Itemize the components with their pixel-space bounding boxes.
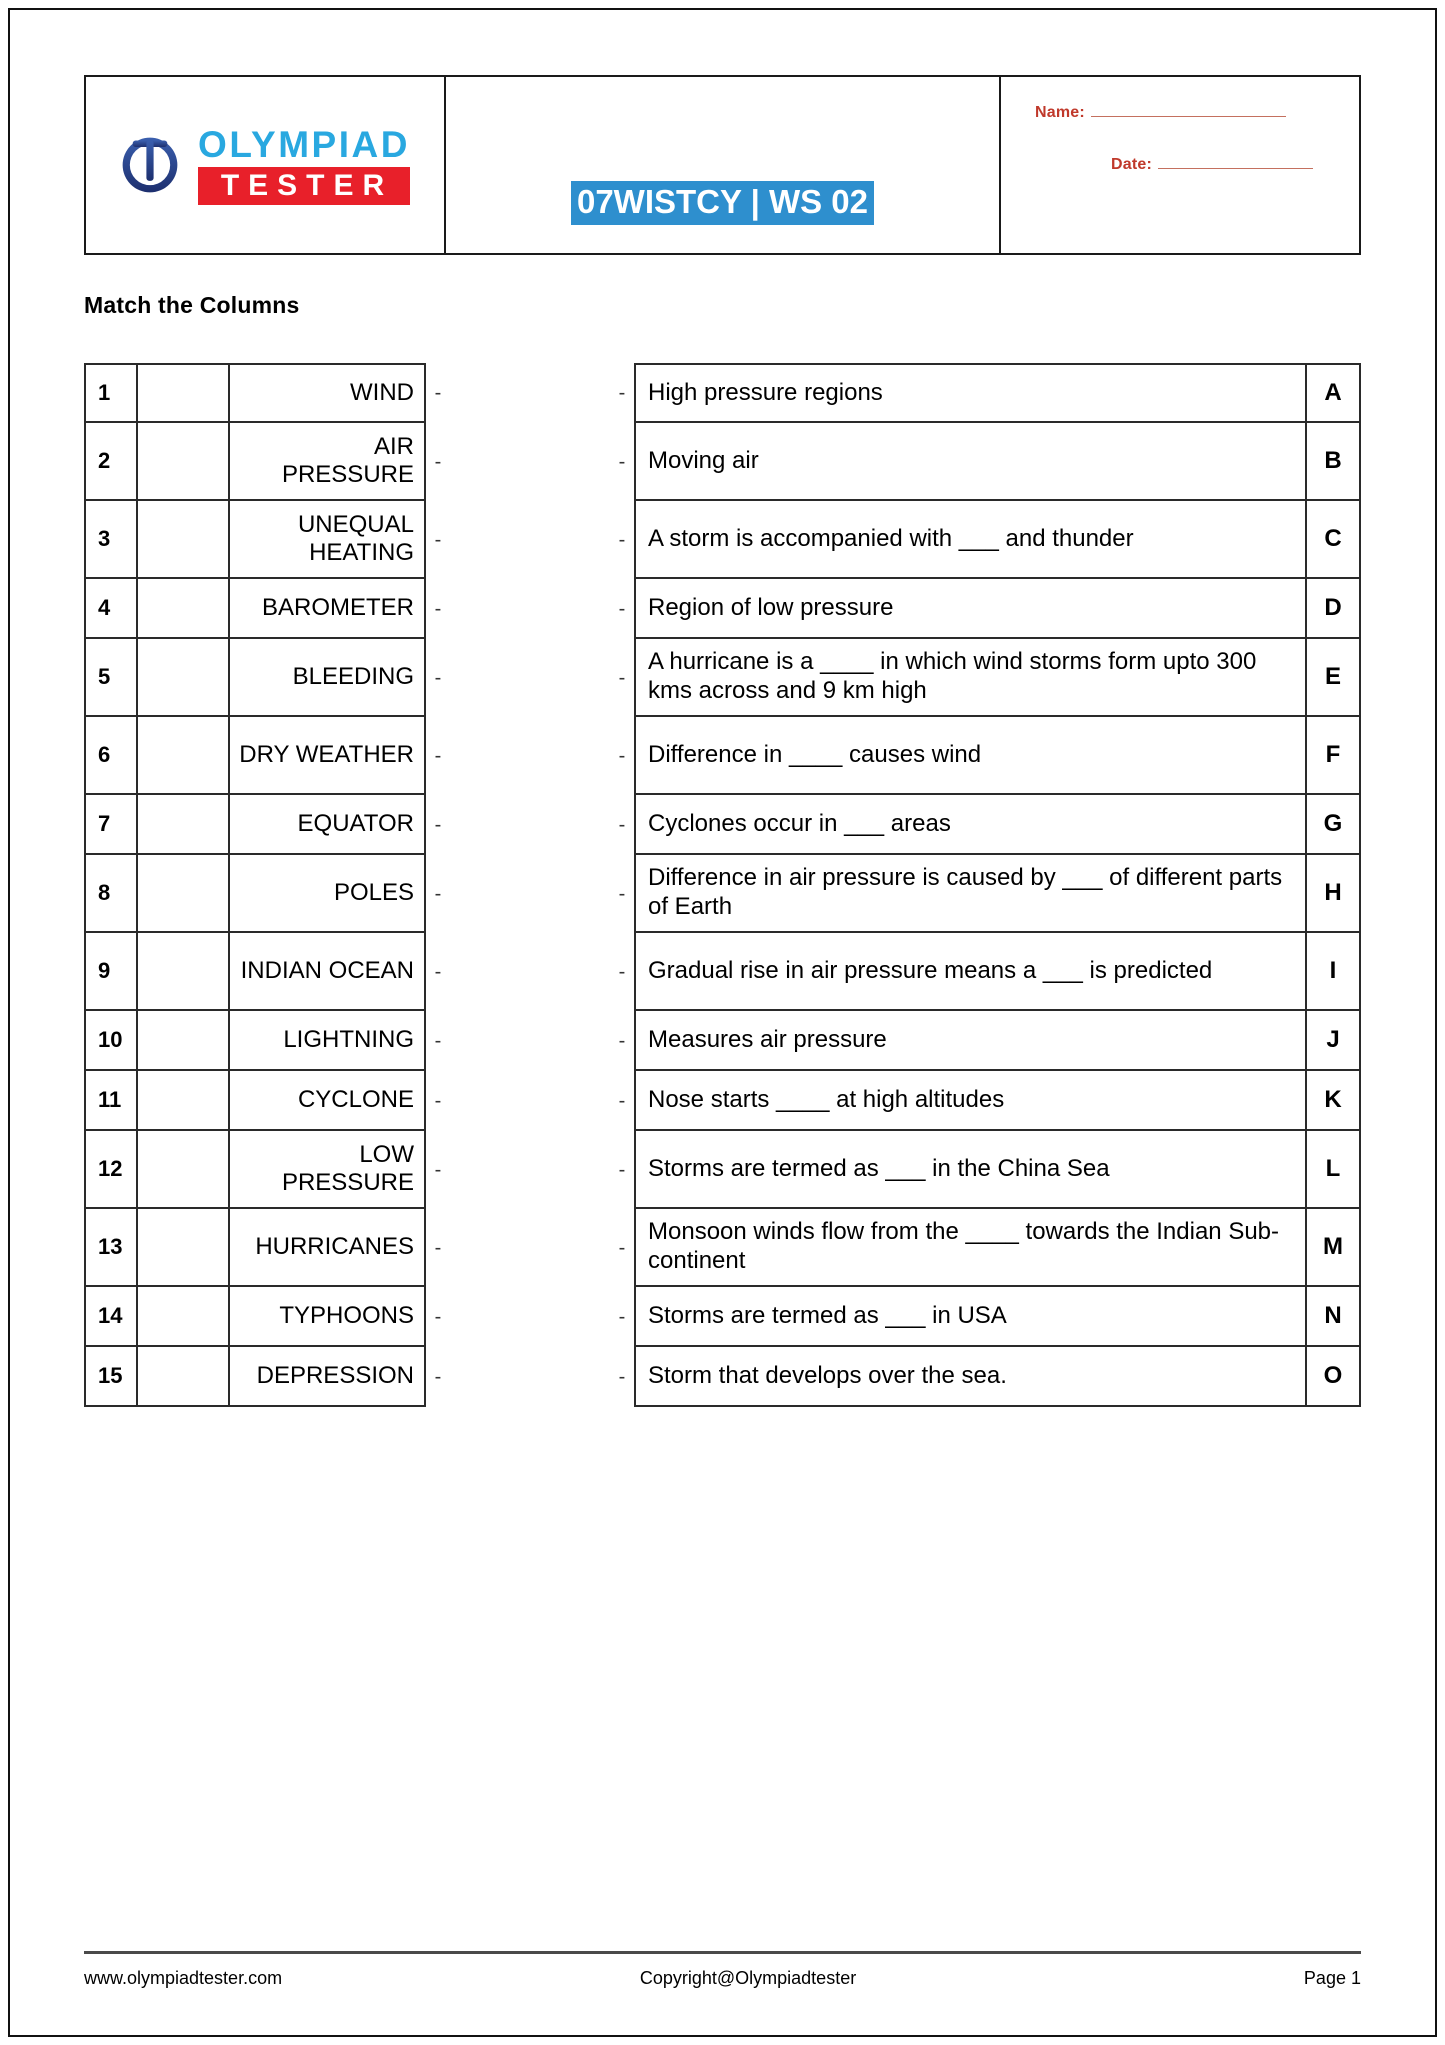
description-cell: Difference in air pressure is caused by ___ of different parts of Earth bbox=[636, 855, 1307, 931]
match-row bbox=[84, 579, 1361, 639]
right-dash: - bbox=[618, 528, 626, 551]
right-table-row bbox=[634, 855, 1361, 933]
logo-primary-text: OLYMPIAD bbox=[198, 123, 410, 165]
left-dash: - bbox=[434, 960, 442, 983]
answer-blank-cell[interactable] bbox=[138, 1347, 230, 1405]
option-letter: A bbox=[1324, 379, 1342, 406]
term-cell: CYCLONE bbox=[297, 1085, 414, 1113]
right-dash: - bbox=[618, 1236, 626, 1259]
right-dash: - bbox=[618, 1158, 626, 1181]
right-column-row bbox=[610, 1347, 1361, 1407]
left-table-row bbox=[84, 1287, 426, 1347]
logo-wordmark bbox=[198, 123, 410, 205]
answer-blank-cell[interactable] bbox=[138, 579, 230, 637]
term-cell: BLEEDING bbox=[292, 662, 414, 690]
left-dash: - bbox=[434, 528, 442, 551]
column-gap bbox=[450, 855, 610, 933]
option-letter: B bbox=[1324, 447, 1342, 474]
description-cell: High pressure regions bbox=[636, 365, 1307, 421]
header-namedate-cell bbox=[1001, 77, 1359, 253]
left-column-row bbox=[84, 501, 450, 579]
left-column-row bbox=[84, 933, 450, 1011]
option-letter: F bbox=[1325, 741, 1341, 768]
option-letter: N bbox=[1324, 1302, 1342, 1329]
left-dash: - bbox=[434, 1305, 442, 1328]
right-dash: - bbox=[618, 1029, 626, 1052]
column-gap bbox=[450, 795, 610, 855]
option-letter: C bbox=[1324, 525, 1342, 552]
column-gap bbox=[450, 1131, 610, 1209]
worksheet-code: 07WISTCY | WS 02 bbox=[571, 181, 874, 225]
description-cell: Gradual rise in air pressure means a ___ is predicted bbox=[636, 933, 1307, 1009]
answer-blank-cell[interactable] bbox=[138, 1011, 230, 1069]
name-input-line[interactable] bbox=[1091, 103, 1286, 117]
match-row bbox=[84, 639, 1361, 717]
right-column-row bbox=[610, 501, 1361, 579]
match-row bbox=[84, 1131, 1361, 1209]
column-gap bbox=[450, 363, 610, 423]
row-number: 2 bbox=[86, 423, 138, 499]
match-row bbox=[84, 1011, 1361, 1071]
row-number: 13 bbox=[86, 1209, 138, 1285]
term-cell: TYPHOONS bbox=[279, 1301, 414, 1329]
right-column-row bbox=[610, 363, 1361, 423]
answer-blank-cell[interactable] bbox=[138, 639, 230, 715]
left-dash: - bbox=[434, 1089, 442, 1112]
right-table-row bbox=[634, 639, 1361, 717]
right-column-row bbox=[610, 1071, 1361, 1131]
right-column-row bbox=[610, 579, 1361, 639]
left-table-row bbox=[84, 423, 426, 501]
description-cell: Storm that develops over the sea. bbox=[636, 1347, 1307, 1405]
row-number: 1 bbox=[86, 365, 138, 421]
date-input-line[interactable] bbox=[1158, 155, 1313, 169]
right-dash: - bbox=[618, 1305, 626, 1328]
right-table-row bbox=[634, 1287, 1361, 1347]
term-cell: UNEQUAL HEATING bbox=[297, 510, 414, 566]
term-cell: LOW PRESSURE bbox=[281, 1140, 414, 1196]
right-column-row bbox=[610, 1011, 1361, 1071]
left-dash: - bbox=[434, 1365, 442, 1388]
description-cell: A hurricane is a ____ in which wind storms form upto 300 kms across and 9 km high bbox=[636, 639, 1307, 715]
match-row bbox=[84, 855, 1361, 933]
left-dash: - bbox=[434, 882, 442, 905]
left-table-row bbox=[84, 1347, 426, 1407]
left-table-row bbox=[84, 639, 426, 717]
answer-blank-cell[interactable] bbox=[138, 795, 230, 853]
right-table-row bbox=[634, 1011, 1361, 1071]
answer-blank-cell[interactable] bbox=[138, 1071, 230, 1129]
answer-blank-cell[interactable] bbox=[138, 855, 230, 931]
left-dash: - bbox=[434, 381, 442, 404]
header-title-cell bbox=[446, 77, 1001, 253]
right-column-row bbox=[610, 423, 1361, 501]
term-cell: EQUATOR bbox=[297, 809, 414, 837]
row-number: 6 bbox=[86, 717, 138, 793]
left-dash: - bbox=[434, 597, 442, 620]
description-cell: Measures air pressure bbox=[636, 1011, 1307, 1069]
term-cell: INDIAN OCEAN bbox=[240, 956, 414, 984]
column-gap bbox=[450, 1287, 610, 1347]
left-table-row bbox=[84, 795, 426, 855]
match-row bbox=[84, 933, 1361, 1011]
description-cell: Storms are termed as ___ in the China Sea bbox=[636, 1131, 1307, 1207]
right-column-row bbox=[610, 717, 1361, 795]
option-letter: K bbox=[1324, 1086, 1342, 1113]
description-cell: Cyclones occur in ___ areas bbox=[636, 795, 1307, 853]
option-letter: G bbox=[1323, 810, 1343, 837]
term-cell: AIR PRESSURE bbox=[281, 432, 414, 488]
right-dash: - bbox=[618, 960, 626, 983]
description-cell: Moving air bbox=[636, 423, 1307, 499]
left-table-row bbox=[84, 855, 426, 933]
match-row bbox=[84, 795, 1361, 855]
right-table-row bbox=[634, 363, 1361, 423]
left-table-row bbox=[84, 1209, 426, 1287]
answer-blank-cell[interactable] bbox=[138, 1209, 230, 1285]
left-column-row bbox=[84, 1071, 450, 1131]
left-column-row bbox=[84, 717, 450, 795]
left-column-row bbox=[84, 1011, 450, 1071]
left-column-row bbox=[84, 795, 450, 855]
answer-blank-cell[interactable] bbox=[138, 717, 230, 793]
column-gap bbox=[450, 1071, 610, 1131]
left-table-row bbox=[84, 933, 426, 1011]
power-t-circle-icon bbox=[114, 129, 186, 201]
left-table-row bbox=[84, 579, 426, 639]
right-table-row bbox=[634, 579, 1361, 639]
match-the-columns-area bbox=[84, 363, 1361, 1407]
right-table-row bbox=[634, 1131, 1361, 1209]
logo-secondary-text: TESTER bbox=[198, 167, 410, 205]
left-column-row bbox=[84, 1287, 450, 1347]
right-table-row bbox=[634, 1071, 1361, 1131]
right-table-row bbox=[634, 423, 1361, 501]
left-dash: - bbox=[434, 1236, 442, 1259]
left-column-row bbox=[84, 423, 450, 501]
answer-blank-cell[interactable] bbox=[138, 933, 230, 1009]
right-dash: - bbox=[618, 1365, 626, 1388]
option-letter: O bbox=[1323, 1362, 1343, 1389]
match-row bbox=[84, 1071, 1361, 1131]
match-row bbox=[84, 717, 1361, 795]
match-row bbox=[84, 423, 1361, 501]
right-column-row bbox=[610, 795, 1361, 855]
right-table-row bbox=[634, 795, 1361, 855]
left-table-row bbox=[84, 1131, 426, 1209]
row-number: 7 bbox=[86, 795, 138, 853]
right-dash: - bbox=[618, 813, 626, 836]
answer-blank-cell[interactable] bbox=[138, 423, 230, 499]
option-letter: I bbox=[1329, 957, 1337, 984]
term-cell: DRY WEATHER bbox=[239, 740, 414, 768]
row-number: 3 bbox=[86, 501, 138, 577]
column-gap bbox=[450, 1011, 610, 1071]
description-cell: Storms are termed as ___ in USA bbox=[636, 1287, 1307, 1345]
term-cell: DEPRESSION bbox=[256, 1361, 414, 1389]
left-dash: - bbox=[434, 1029, 442, 1052]
left-column-row bbox=[84, 363, 450, 423]
date-field-row[interactable] bbox=[1111, 155, 1313, 174]
right-column-row bbox=[610, 1287, 1361, 1347]
row-number: 4 bbox=[86, 579, 138, 637]
answer-blank-cell[interactable] bbox=[138, 501, 230, 577]
match-row bbox=[84, 363, 1361, 423]
option-letter: J bbox=[1326, 1026, 1340, 1053]
row-number: 14 bbox=[86, 1287, 138, 1345]
olympiad-tester-logo bbox=[114, 123, 410, 205]
term-cell: LIGHTNING bbox=[283, 1025, 414, 1053]
answer-blank-cell[interactable] bbox=[138, 1131, 230, 1207]
left-column-row bbox=[84, 579, 450, 639]
left-column-row bbox=[84, 639, 450, 717]
right-table-row bbox=[634, 717, 1361, 795]
right-column-row bbox=[610, 1209, 1361, 1287]
option-letter: H bbox=[1324, 879, 1342, 906]
right-table-row bbox=[634, 1209, 1361, 1287]
left-dash: - bbox=[434, 744, 442, 767]
option-letter: M bbox=[1323, 1233, 1343, 1260]
header-logo-cell bbox=[86, 77, 446, 253]
right-table-row bbox=[634, 933, 1361, 1011]
row-number: 5 bbox=[86, 639, 138, 715]
right-dash: - bbox=[618, 882, 626, 905]
description-cell: Region of low pressure bbox=[636, 579, 1307, 637]
left-column-row bbox=[84, 1209, 450, 1287]
row-number: 10 bbox=[86, 1011, 138, 1069]
description-cell: Monsoon winds flow from the ____ towards the Indian Sub-continent bbox=[636, 1209, 1307, 1285]
left-dash: - bbox=[434, 450, 442, 473]
date-label: Date: bbox=[1111, 156, 1153, 173]
left-column-row bbox=[84, 1347, 450, 1407]
match-row bbox=[84, 1347, 1361, 1407]
column-gap bbox=[450, 1347, 610, 1407]
row-number: 9 bbox=[86, 933, 138, 1009]
match-row bbox=[84, 1209, 1361, 1287]
term-cell: BAROMETER bbox=[261, 593, 414, 621]
left-table-row bbox=[84, 717, 426, 795]
answer-blank-cell[interactable] bbox=[138, 1287, 230, 1345]
column-gap bbox=[450, 933, 610, 1011]
right-dash: - bbox=[618, 666, 626, 689]
match-row bbox=[84, 501, 1361, 579]
column-gap bbox=[450, 639, 610, 717]
footer-website[interactable]: www.olympiadtester.com bbox=[84, 1968, 283, 1988]
footer-page-number: Page 1 bbox=[1303, 1968, 1361, 1988]
right-column-row bbox=[610, 639, 1361, 717]
match-row bbox=[84, 1287, 1361, 1347]
term-cell: HURRICANES bbox=[255, 1232, 414, 1260]
left-dash: - bbox=[434, 666, 442, 689]
right-table-row bbox=[634, 1347, 1361, 1407]
left-dash: - bbox=[434, 813, 442, 836]
right-dash: - bbox=[618, 597, 626, 620]
name-field-row[interactable] bbox=[1035, 103, 1286, 122]
term-cell: WIND bbox=[350, 378, 414, 406]
left-table-row bbox=[84, 501, 426, 579]
right-dash: - bbox=[618, 744, 626, 767]
left-table-row bbox=[84, 1071, 426, 1131]
row-number: 8 bbox=[86, 855, 138, 931]
row-number: 15 bbox=[86, 1347, 138, 1405]
left-dash: - bbox=[434, 1158, 442, 1181]
description-cell: Difference in ____ causes wind bbox=[636, 717, 1307, 793]
term-cell: POLES bbox=[333, 878, 414, 906]
description-cell: A storm is accompanied with ___ and thunder bbox=[636, 501, 1307, 577]
right-dash: - bbox=[618, 450, 626, 473]
column-gap bbox=[450, 717, 610, 795]
footer-divider bbox=[84, 1951, 1361, 1954]
column-gap bbox=[450, 423, 610, 501]
option-letter: E bbox=[1324, 663, 1341, 690]
footer-copyright: Copyright@Olympiadtester bbox=[639, 1968, 857, 1988]
right-column-row bbox=[610, 1131, 1361, 1209]
left-table-row bbox=[84, 363, 426, 423]
description-cell: Nose starts ____ at high altitudes bbox=[636, 1071, 1307, 1129]
row-number: 12 bbox=[86, 1131, 138, 1207]
column-gap bbox=[450, 579, 610, 639]
page-footer bbox=[84, 1968, 1361, 1989]
column-gap bbox=[450, 1209, 610, 1287]
answer-blank-cell[interactable] bbox=[138, 365, 230, 421]
name-label: Name: bbox=[1035, 104, 1085, 121]
left-column-row bbox=[84, 855, 450, 933]
right-table-row bbox=[634, 501, 1361, 579]
left-table-row bbox=[84, 1011, 426, 1071]
right-dash: - bbox=[618, 1089, 626, 1112]
option-letter: D bbox=[1324, 594, 1342, 621]
row-number: 11 bbox=[86, 1071, 138, 1129]
left-column-row bbox=[84, 1131, 450, 1209]
right-column-row bbox=[610, 855, 1361, 933]
column-gap bbox=[450, 501, 610, 579]
section-title: Match the Columns bbox=[84, 292, 300, 318]
worksheet-header bbox=[84, 75, 1361, 255]
right-column-row bbox=[610, 933, 1361, 1011]
option-letter: L bbox=[1325, 1155, 1341, 1182]
right-dash: - bbox=[618, 381, 626, 404]
